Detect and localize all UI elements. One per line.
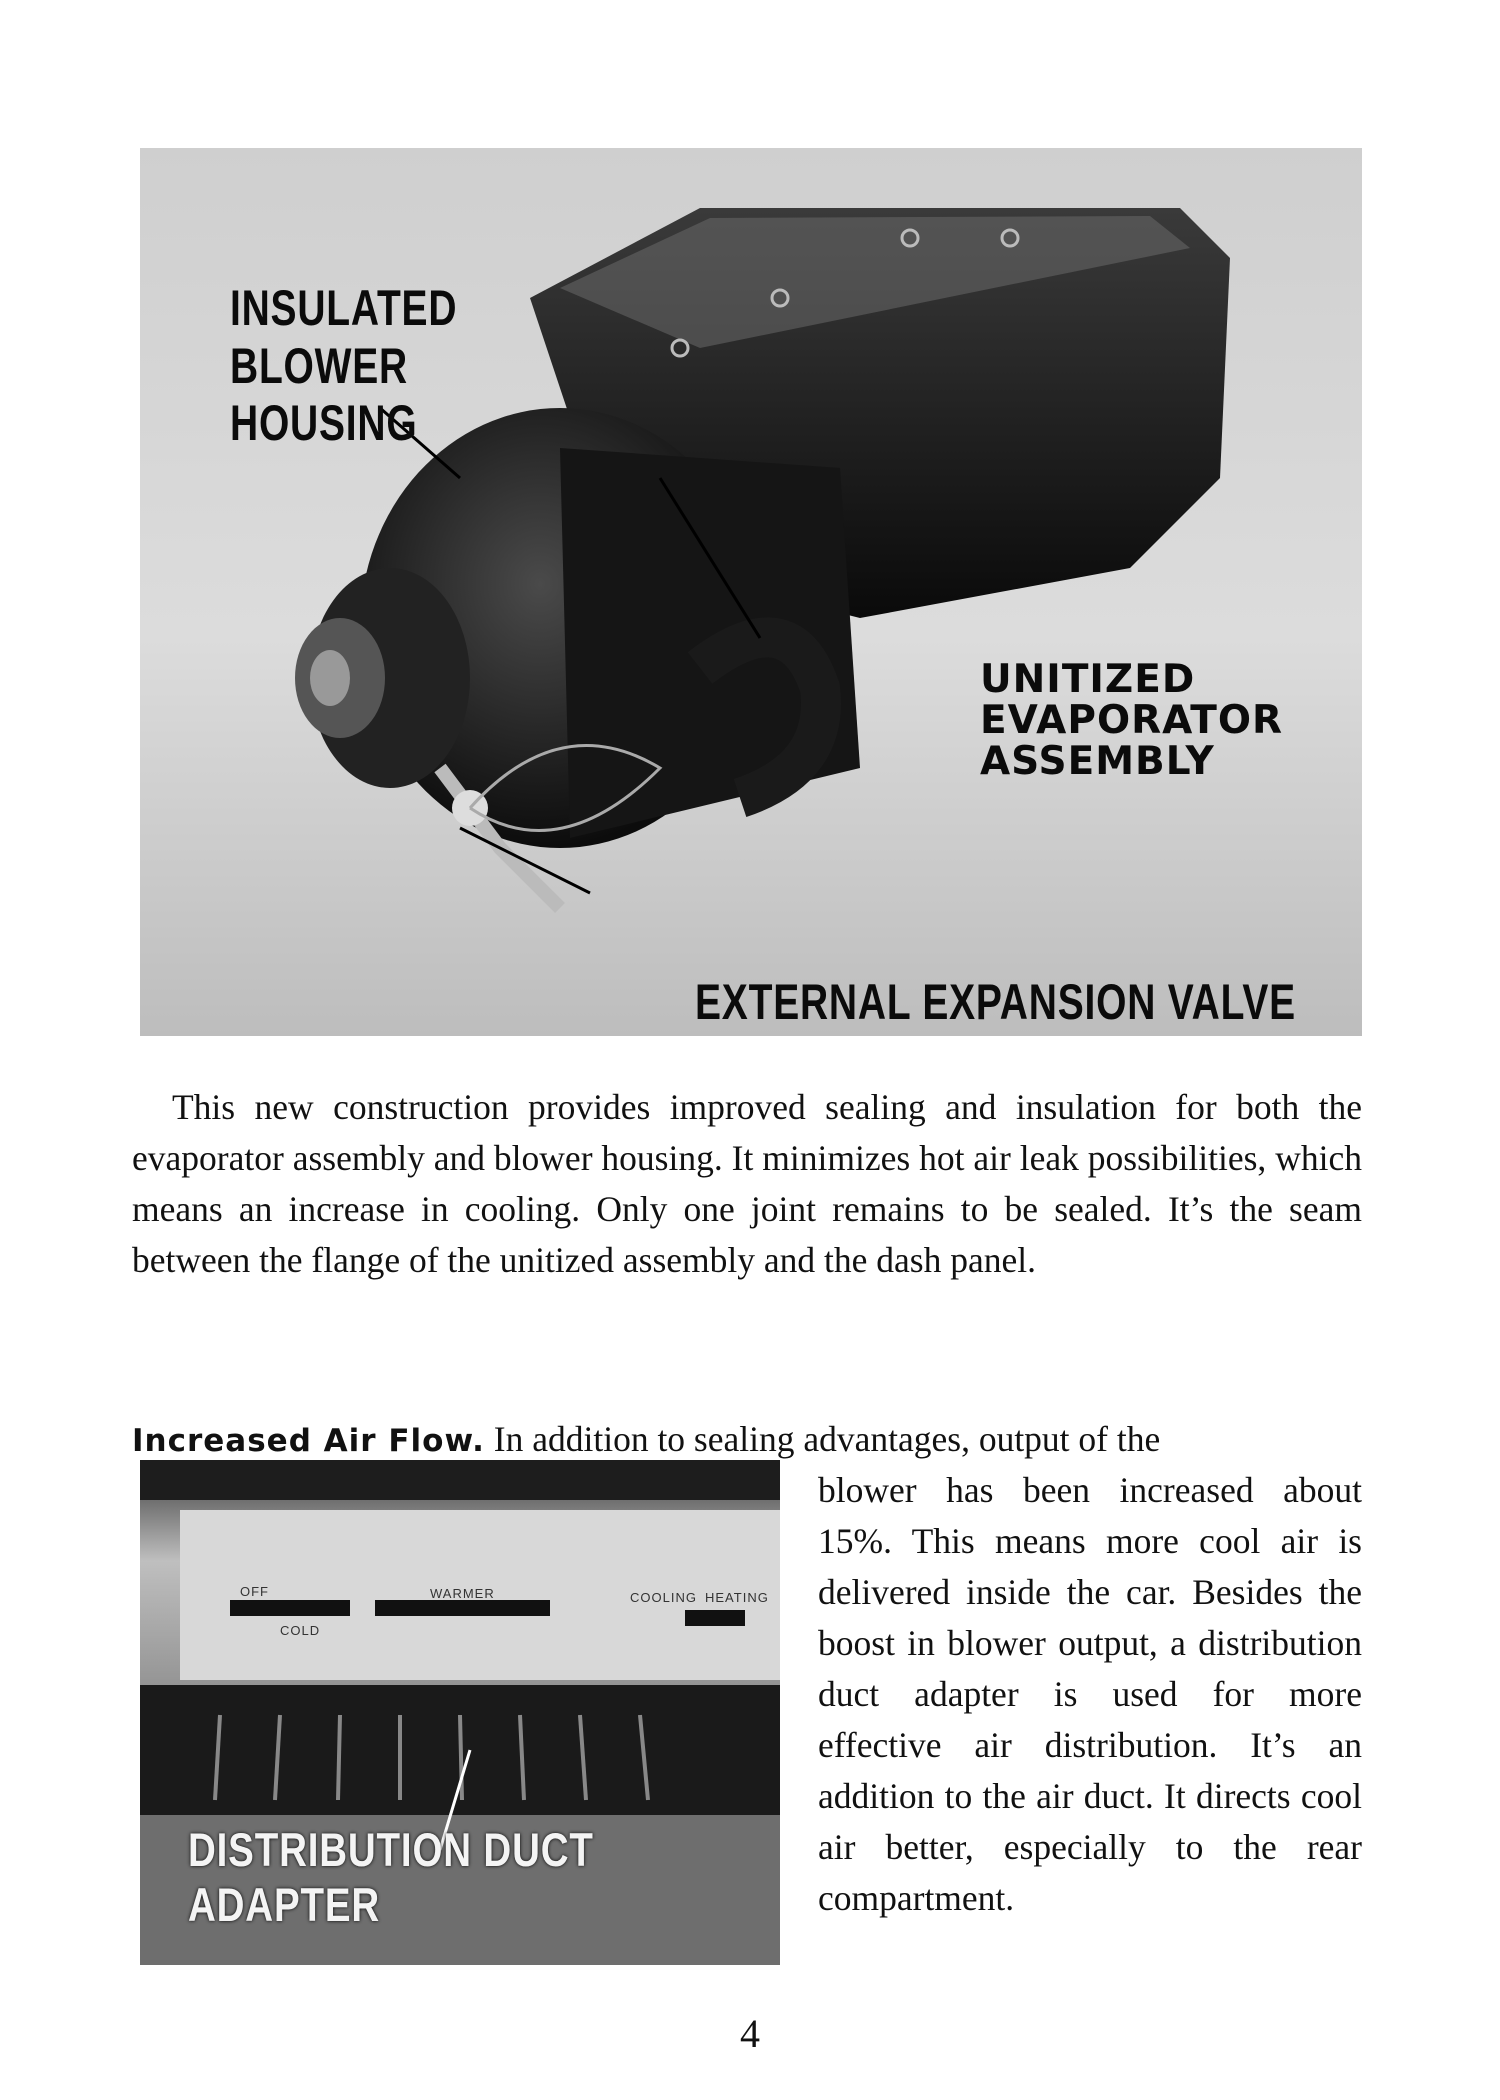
insulated-blower-housing-callout: INSULATED BLOWER HOUSING (230, 280, 458, 451)
distribution-duct-adapter-photo (140, 1460, 780, 1965)
paragraph-construction: This new construction provides improved sealing and insulation for both the evaporator assembly and blower housing. It minimizes hot air leak possibilities, which means an increase in cooling. Only one joint remains to be sealed. It’s the seam between the flange of the unitized assembly and the dash panel. (132, 1087, 1362, 1280)
control-label-warmer: WARMER (430, 1586, 495, 1601)
control-label-off: OFF (240, 1584, 269, 1599)
paragraph-air-flow: blower has been increased about 15%. This means more cool air is delivered inside the car. Besides the boost in blower output, a distribution duct adapter is used for more effective air distribution. It’s an addition to the air duct. It directs cool air better, especially to the rear compartment. (818, 1470, 1362, 1918)
page-number: 4 (740, 2011, 760, 2056)
distribution-duct-adapter-callout: DISTRIBUTION DUCT ADAPTER (188, 1823, 594, 1931)
section-heading-increased-air-flow: Increased Air Flow. (132, 1423, 485, 1459)
external-expansion-valve-callout: EXTERNAL EXPANSION VALVE (695, 974, 1296, 1030)
unitized-evaporator-assembly-callout: UNITIZED EVAPORATOR ASSEMBLY (980, 657, 1284, 784)
control-label-heating: HEATING (705, 1590, 769, 1605)
section-intro-text: In addition to sealing advantages, output of the (484, 1419, 1161, 1459)
evaporator-assembly-photo (140, 148, 1362, 1036)
control-label-cold: COLD (280, 1623, 321, 1638)
control-label-cooling: COOLING (630, 1590, 697, 1605)
